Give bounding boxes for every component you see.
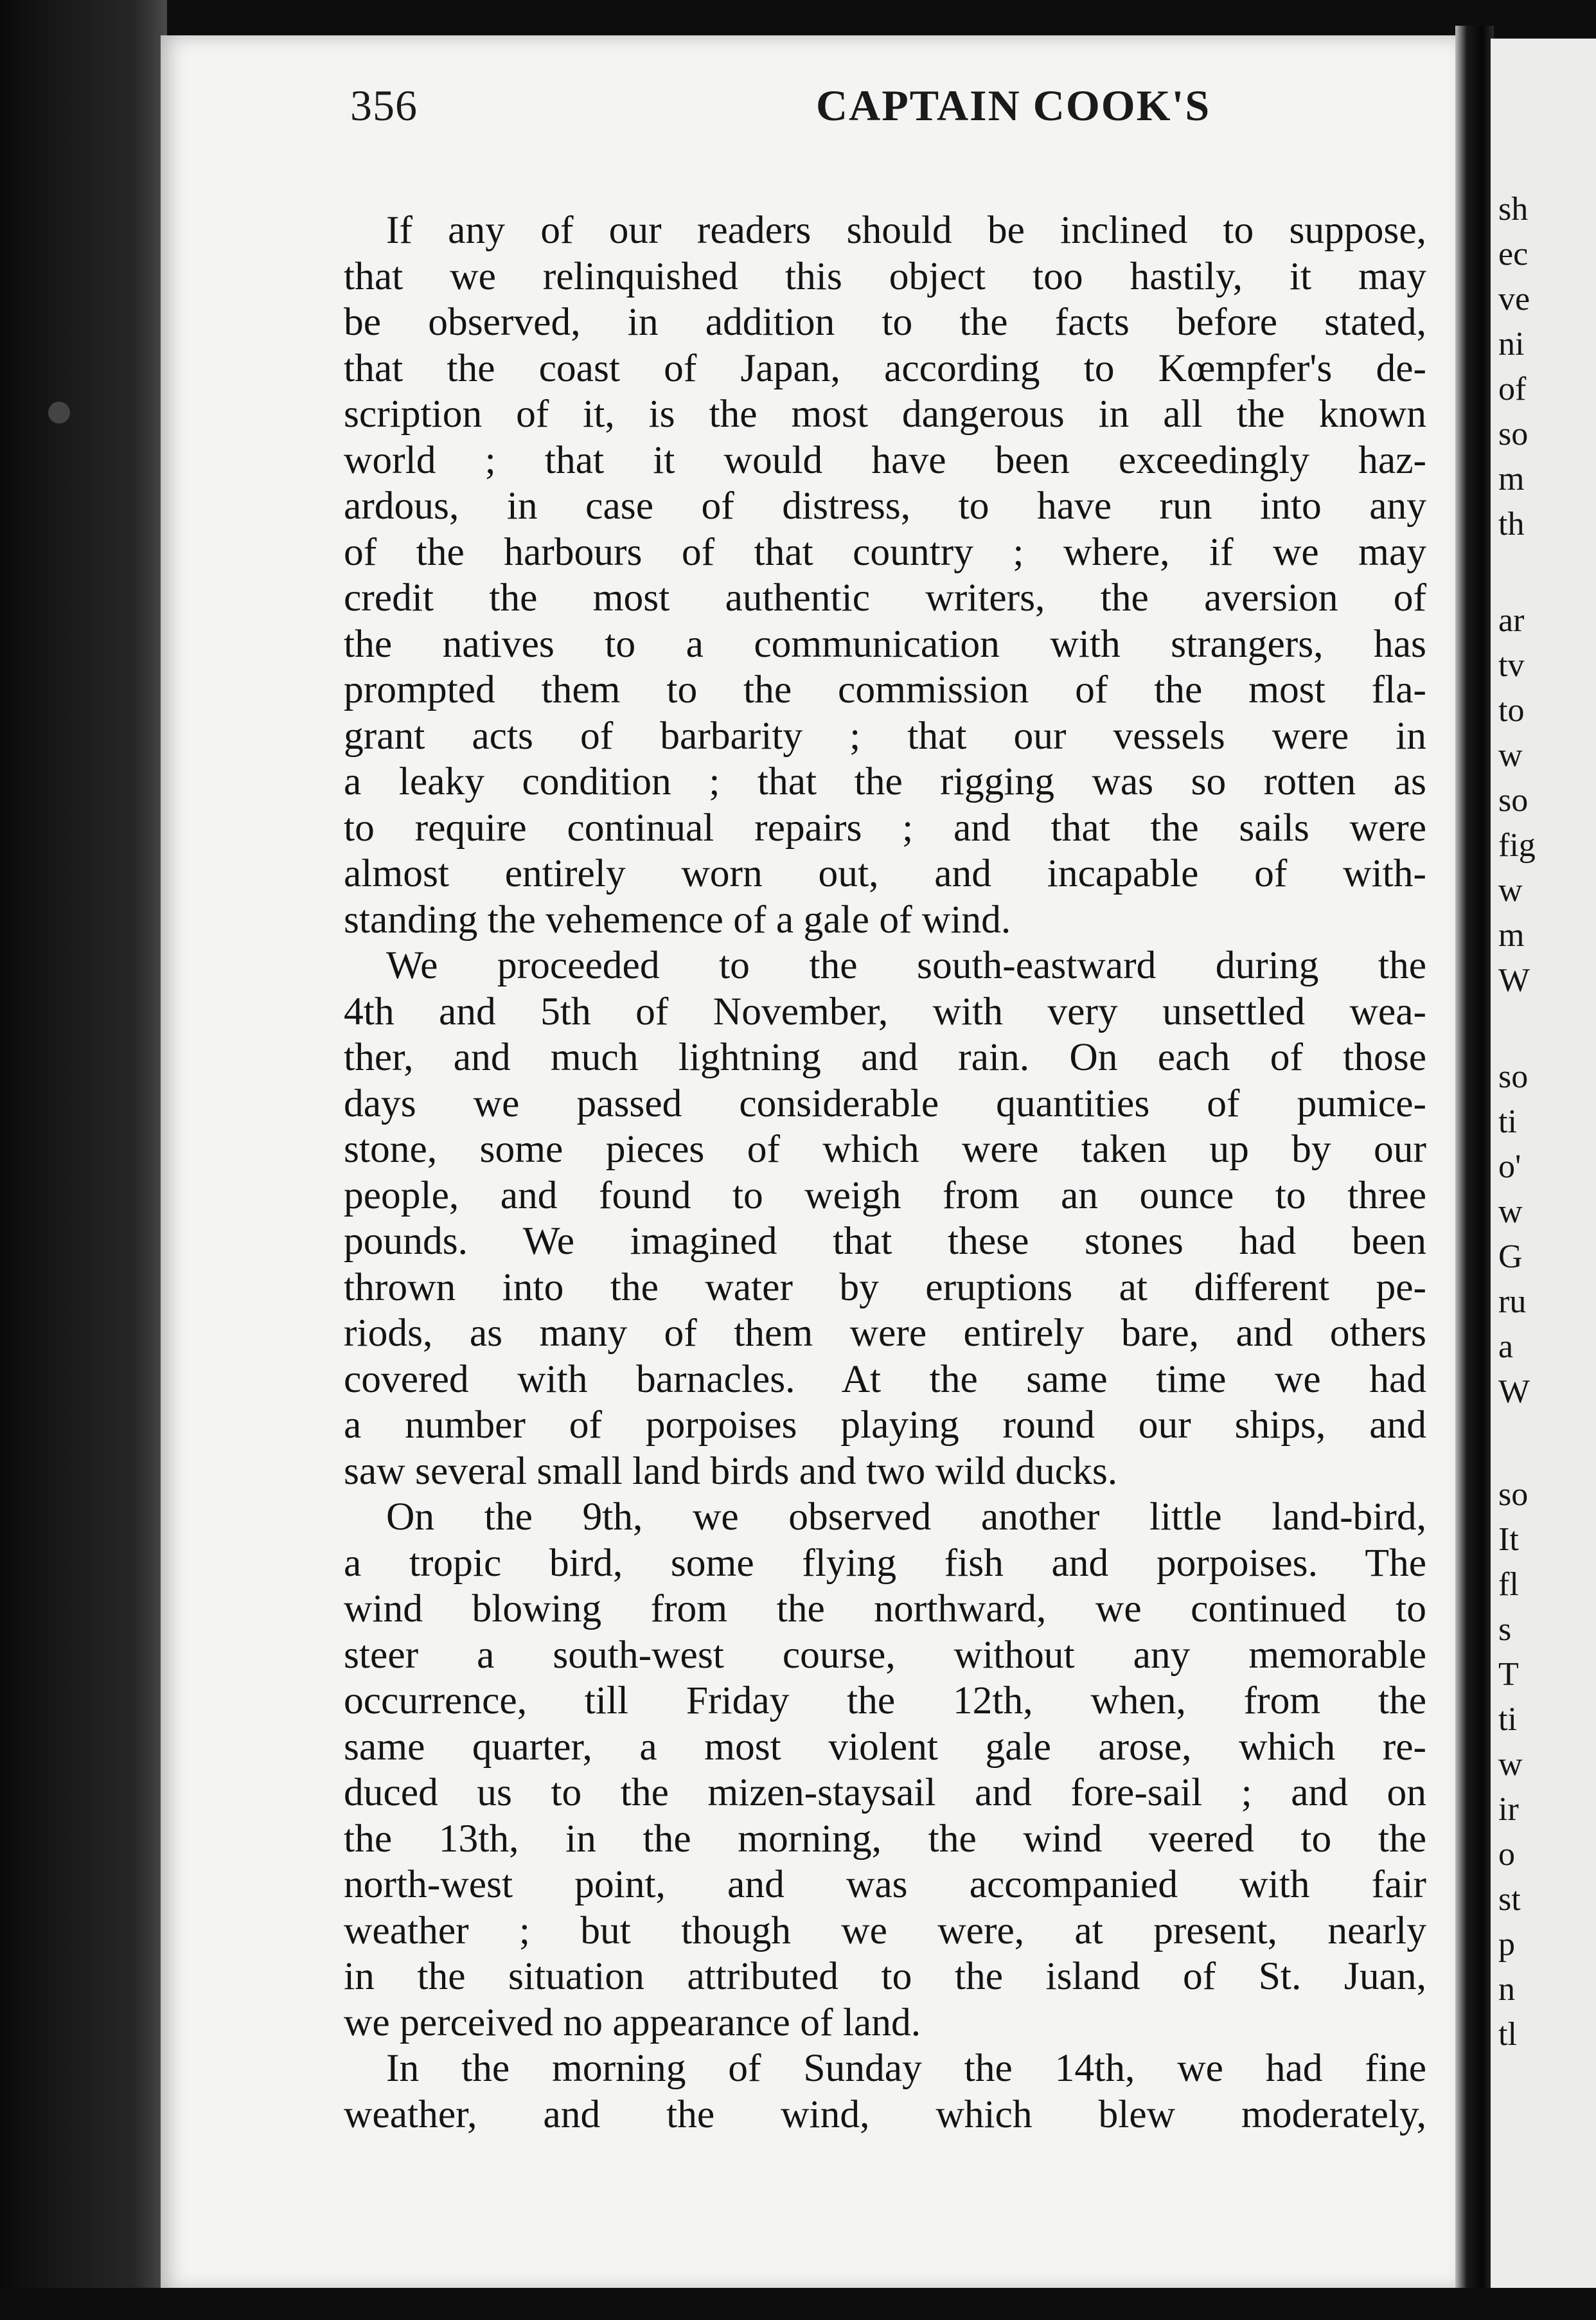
- paragraph: [344, 1494, 1426, 2046]
- facing-page-text: o: [1498, 1836, 1515, 1873]
- text-line: riods, as many of them were entirely bare, and others: [344, 1311, 1426, 1355]
- page-gutter: [1455, 26, 1494, 2301]
- text-line: wind blowing from the northward, we continued to: [344, 1587, 1426, 1630]
- text-line: stone, some pieces of which were taken up by our: [344, 1127, 1426, 1171]
- text-line: same quarter, a most violent gale arose, which re-: [344, 1724, 1426, 1769]
- text-line: north-west point, and was accompanied with fair: [344, 1862, 1426, 1906]
- facing-page-text: ti: [1498, 1103, 1517, 1140]
- text-line: 4th and 5th of November, with very unsettled wea-: [344, 989, 1426, 1033]
- text-line: credit the most authentic writers, the aversion of: [344, 576, 1426, 620]
- facing-page-text: fl: [1498, 1566, 1519, 1603]
- text-line: a leaky condition ; that the rigging was so rotten as: [344, 760, 1426, 803]
- text-line: prompted them to the commission of the most fla-: [344, 668, 1426, 711]
- facing-page-text: w: [1498, 1746, 1523, 1783]
- text-line: weather ; but though we were, at present, nearly: [344, 1908, 1426, 1952]
- text-line: be observed, in addition to the facts before stated,: [344, 300, 1426, 344]
- text-line: the natives to a communication with strangers, has: [344, 621, 1426, 666]
- body-text: [344, 208, 1426, 2137]
- text-line: in the situation attributed to the island of St. Juan,: [344, 1954, 1426, 1998]
- paragraph: [344, 208, 1426, 943]
- text-line: grant acts of barbarity ; that our vessels were in: [344, 713, 1426, 758]
- ink-spot: [48, 402, 70, 424]
- text-line: In the morning of Sunday the 14th, we had fine: [386, 2046, 1426, 2090]
- facing-page-text: ti: [1498, 1701, 1517, 1738]
- facing-page-text: so: [1498, 416, 1529, 452]
- text-line: world ; that it would have been exceedingly haz-: [344, 438, 1426, 482]
- facing-page-text: o': [1498, 1148, 1521, 1185]
- text-line: days we passed considerable quantities of pumice-: [344, 1081, 1426, 1125]
- text-line: that we relinquished this object too hastily, it may: [344, 254, 1426, 298]
- text-line: thrown into the water by eruptions at different pe-: [344, 1265, 1426, 1309]
- scan-top-edge: [0, 0, 1596, 39]
- paragraph: [344, 943, 1426, 1494]
- facing-page-text: so: [1498, 782, 1529, 819]
- facing-page-text: W: [1498, 962, 1530, 999]
- facing-page-text: It: [1498, 1521, 1519, 1558]
- text-line: standing the vehemence of a gale of wind.: [344, 897, 1011, 941]
- facing-page-text: G: [1498, 1238, 1523, 1275]
- running-title: CAPTAIN COOK'S: [816, 81, 1211, 130]
- text-line: If any of our readers should be inclined to suppose,: [386, 208, 1426, 252]
- facing-page-fragment: [1491, 39, 1596, 2288]
- text-line: pounds. We imagined that these stones had been: [344, 1219, 1426, 1263]
- book-page: [161, 35, 1459, 2291]
- facing-page-text: tl: [1498, 2016, 1517, 2053]
- text-line: to require continual repairs ; and that the sails were: [344, 805, 1426, 850]
- page-number: 356: [350, 81, 418, 130]
- facing-page-text: p: [1498, 1926, 1515, 1963]
- scan-bottom-edge: [0, 2288, 1596, 2320]
- facing-page-text: th: [1498, 506, 1525, 542]
- text-line: We proceeded to the south-eastward during the: [386, 943, 1426, 987]
- facing-page-text: so: [1498, 1058, 1529, 1095]
- text-line: almost entirely worn out, and incapable of with-: [344, 852, 1426, 895]
- text-line: saw several small land birds and two wild ducks.: [344, 1449, 1118, 1493]
- facing-page-text: ru: [1498, 1283, 1527, 1320]
- facing-page-text: w: [1498, 737, 1523, 774]
- text-line: covered with barnacles. At the same time we had: [344, 1357, 1426, 1401]
- facing-page-text: ve: [1498, 281, 1530, 317]
- text-line: ardous, in case of distress, to have run into any: [344, 484, 1426, 528]
- text-line: scription of it, is the most dangerous in all the known: [344, 392, 1426, 436]
- facing-page-text: of: [1498, 371, 1527, 407]
- text-line: ther, and much lightning and rain. On each of those: [344, 1035, 1426, 1079]
- facing-page-text: a: [1498, 1328, 1514, 1365]
- facing-page-text: ni: [1498, 326, 1525, 362]
- facing-page-text: n: [1498, 1971, 1515, 2008]
- text-line: a number of porpoises playing round our ships, and: [344, 1403, 1426, 1447]
- facing-page-text: to: [1498, 692, 1525, 729]
- text-line: weather, and the wind, which blew moderately,: [344, 2092, 1426, 2136]
- text-line: we perceived no appearance of land.: [344, 2000, 921, 2044]
- facing-page-text: T: [1498, 1656, 1519, 1693]
- facing-page-text: so: [1498, 1476, 1529, 1513]
- facing-page-text: w: [1498, 872, 1523, 909]
- text-line: steer a south-west course, without any memorable: [344, 1632, 1426, 1677]
- facing-page-text: sh: [1498, 191, 1529, 228]
- paragraph: [344, 2046, 1426, 2137]
- text-line: duced us to the mizen-staysail and fore-sail ; and on: [344, 1771, 1426, 1814]
- text-line: a tropic bird, some flying fish and porpoises. The: [344, 1540, 1426, 1585]
- facing-page-text: st: [1498, 1881, 1521, 1918]
- text-line: the 13th, in the morning, the wind veered to the: [344, 1816, 1426, 1860]
- facing-page-text: W: [1498, 1373, 1530, 1410]
- facing-page-text: m: [1498, 917, 1525, 954]
- facing-page-text: ir: [1498, 1791, 1519, 1828]
- text-line: On the 9th, we observed another little land-bird,: [386, 1495, 1426, 1539]
- facing-page-text: tv: [1498, 647, 1525, 684]
- text-line: occurrence, till Friday the 12th, when, from the: [344, 1679, 1426, 1722]
- facing-page-text: ar: [1498, 602, 1525, 639]
- facing-page-text: ec: [1498, 236, 1529, 272]
- text-line: that the coast of Japan, according to Kœmpfer's de-: [344, 346, 1426, 390]
- facing-page-text: w: [1498, 1193, 1523, 1230]
- text-line: people, and found to weigh from an ounce to three: [344, 1173, 1426, 1217]
- facing-page-text: m: [1498, 461, 1525, 497]
- facing-page-text: fig: [1498, 827, 1536, 864]
- text-line: of the harbours of that country ; where, if we may: [344, 530, 1426, 574]
- book-binding-edge: [0, 0, 167, 2320]
- facing-page-text: s: [1498, 1611, 1512, 1648]
